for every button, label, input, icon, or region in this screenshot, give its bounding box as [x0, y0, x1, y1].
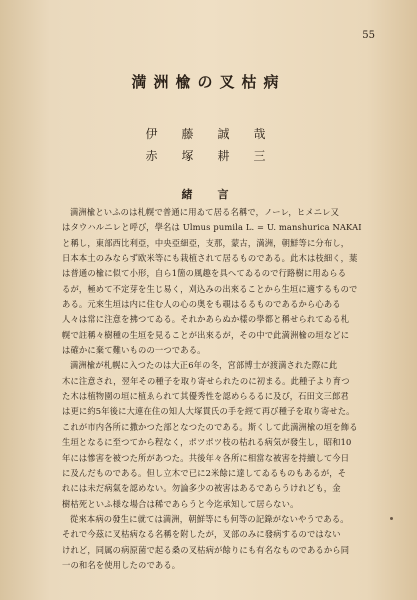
body-line: 從來本病の發生に就ては満洲，朝鮮等にも何等の記錄がないやうである。	[70, 513, 349, 524]
body-line: はタウハルニレと呼び，學名は Ulmus pumila L. = U. manshurica NAKAI	[62, 222, 362, 233]
body-line: 樹枯死といふ様な場合は稀であらうと今迄承知して居らない。	[62, 498, 299, 509]
body-line: は普通の楡に似て小形，自ら1箇の風趣を具へてゐるので行路樹に用ゐらる	[62, 268, 347, 279]
body-line: 人々は常に注意を拂つてゐる。それかあらぬか樣の學都と稱せられてゐる札	[62, 314, 350, 325]
body-line: ある。元來生垣は内に住む人の心の奥をも覗はるるものであるから心ある	[62, 299, 341, 310]
body-line: それで今茲に叉枯病なる名稱を附したが，叉部のみに發病するのではない	[62, 529, 341, 540]
body-line: 生垣となるに至つてから程なく，ポツポツ枝の枯れる病気が發生し，昭和10	[62, 437, 352, 448]
body-line: と稱し，東部西比利亞，中央亞細亞，支那，蒙古，満洲，朝鮮等に分布し，	[62, 237, 350, 248]
body-line: るが，極めて不定芽を生じ易く，刈込みの出來ることから生垣に適するもので	[62, 283, 358, 294]
paragraph-3	[62, 512, 372, 573]
body-line: 一の和名を使用したのである。	[62, 559, 181, 570]
body-line: 幌で註稱々樹種の生垣を見ることが出來るが，その中で此満洲楡の垣などに	[62, 329, 350, 340]
body-line: 満洲楡が札幌に入つたのは大正6年の冬，宮部博士が渡満された際に此	[70, 360, 338, 371]
page-number: 55	[362, 30, 375, 41]
body-line: に及んだものである。但し立木で已に2米餘に達してゐるものもあるが，そ	[62, 467, 347, 478]
body-line: 満洲楡といふのは札幌で普通に用ゐて居る名稱で，ノーレ，ヒメニレ又	[70, 207, 340, 217]
paragraph-2	[62, 358, 372, 511]
body-line: た木は植物園の垣に植ゑられて其優秀性を認めらるるに及び，石田文三郎君	[62, 391, 349, 402]
author-list	[0, 123, 417, 167]
article-body	[62, 205, 372, 573]
paragraph-1	[62, 205, 372, 358]
body-line: 年には慘害を被つた所があつた。共後年々各所に相當な被害を持續して今日	[62, 452, 350, 463]
body-line: これが市内各所に撒かつた部となつたのである。斯くして此満洲楡の垣を飾る	[62, 421, 358, 432]
section-heading: 緒 言	[181, 188, 236, 201]
body-line: 木に注意され，翌年その種子を取り寄せられたのに初まる。此種子より育つ	[62, 375, 350, 386]
author-name: 伊 藤 誠 哉	[145, 127, 272, 141]
body-line: 日本本土のみならず欧米等にも栽植されて居るものである。此木は枝細く，葉	[62, 253, 358, 264]
body-line: けれど，同属の病原菌で起る桑の叉枯病が餘りにも有名なものであるから同	[62, 544, 350, 555]
body-line: は確かに棄て難いものの一つである。	[62, 345, 206, 356]
body-line: は更に約5年後に大連在住の知人大塚貫氏の手を經て再び種子を取り寄せた。	[62, 406, 355, 417]
body-line: れには未だ病氣を認めない。勿論多少の被害はあるであらうけれども，金	[62, 483, 341, 494]
author-name: 赤 塚 耕 三	[145, 149, 272, 163]
ink-mark	[390, 517, 393, 520]
paper-title: 満洲楡の叉枯病	[131, 73, 286, 91]
